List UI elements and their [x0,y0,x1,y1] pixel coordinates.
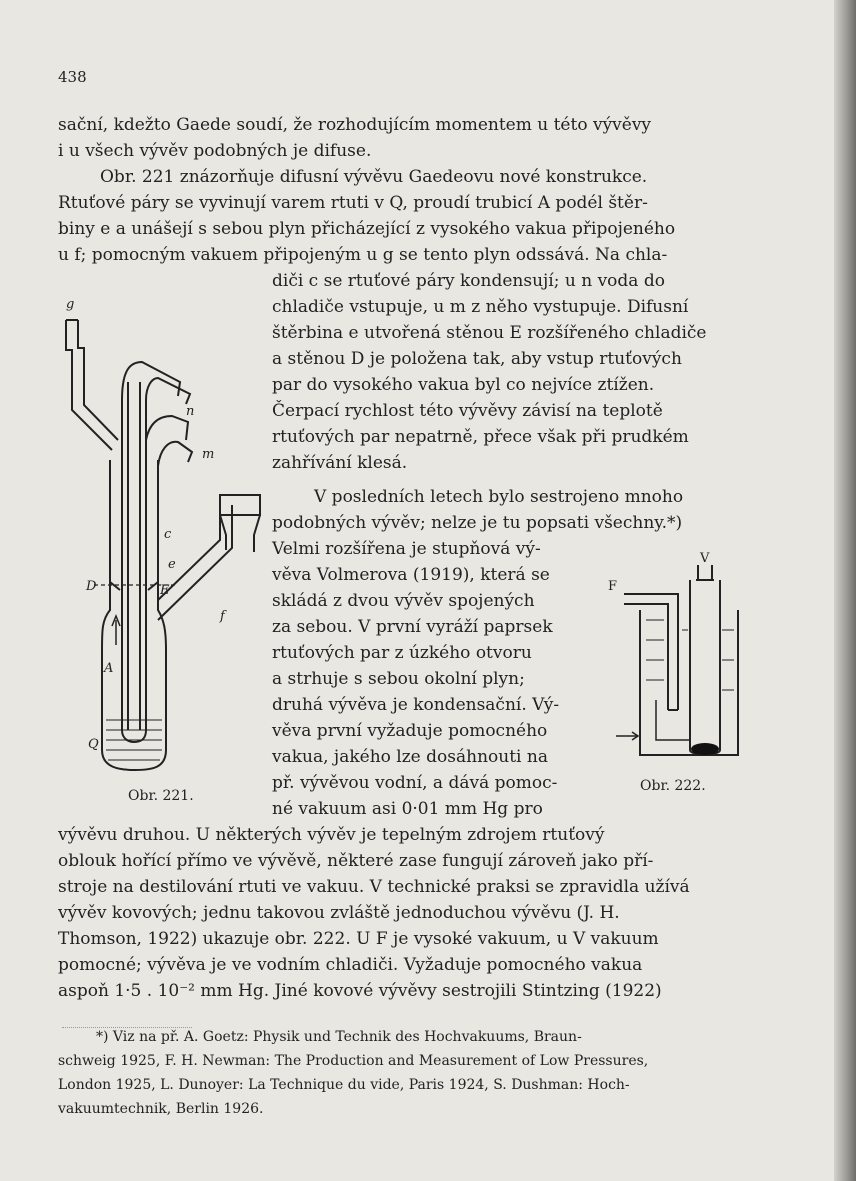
figure-222-caption: Obr. 222. [640,778,706,794]
text-line: diči c se rtuťové páry kondensují; u n voda do [272,271,665,291]
text-line: věva první vyžaduje pomocného [272,721,548,741]
text-line: a stěnou D je položena tak, aby vstup rtuťových [272,349,682,369]
text-line: i u všech vývěv podobných je difuse. [58,141,372,161]
text-line: rtuťových par nepatrně, přece však při prudkém [272,427,689,447]
text-line: vývěv kovových; jednu takovou zvláště jednoduchou vývěvu (J. H. [58,903,620,923]
text-line: zahřívání klesá. [272,453,408,473]
fig221-label-n: n [186,404,195,419]
text-line: a strhuje s sebou okolní plyn; [272,669,525,689]
text-line: aspoň 1·5 . 10⁻² mm Hg. Jiné kovové vývěvy sestrojili Stintzing (1922) [58,981,662,1001]
footnote-line: vakuumtechnik, Berlin 1926. [58,1101,264,1117]
text-line: né vakuum asi 0·01 mm Hg pro [272,799,543,819]
fig221-label-f: f [220,609,225,624]
figure-221-diagram [60,290,270,780]
text-line: biny e a unášejí s sebou plyn přicházející z vysokého vakua připojeného [58,219,676,239]
fig221-label-m: m [202,447,215,462]
page-edge-shadow [834,0,856,1181]
fig221-label-g: g [66,297,75,312]
text-line: skládá z dvou vývěv spojených [272,591,535,611]
text-line: pomocné; vývěva je ve vodním chladiči. Vyžaduje pomocného vakua [58,955,643,975]
text-line: podobných vývěv; nelze je tu popsati všechny.*) [272,513,683,533]
fig221-label-c: c [164,527,172,542]
text-line: př. vývěvou vodní, a dává pomoc- [272,773,558,793]
text-line: štěrbina e utvořená stěnou E rozšířeného chladiče [272,323,707,343]
footnote-line: schweig 1925, F. H. Newman: The Production and Measurement of Low Pressures, [58,1053,649,1069]
figure-221-caption: Obr. 221. [128,788,194,804]
text-line: chladiče vstupuje, u m z něho vystupuje. Difusní [272,297,689,317]
footnote-line: *) Viz na př. A. Goetz: Physik und Technik des Hochvakuums, Braun- [96,1029,582,1045]
text-line: Čerpací rychlost této vývěvy závisí na teplotě [272,401,663,421]
text-line: druhá vývěva je kondensační. Vý- [272,695,560,715]
fig221-label-Q: Q [88,737,99,752]
text-line: V posledních letech bylo sestrojeno mnoho [314,487,684,507]
fig221-label-D: D [86,579,97,594]
fig222-label-F: F [608,579,618,594]
text-line: věva Volmerova (1919), která se [272,565,550,585]
footnote-line: London 1925, L. Dunoyer: La Technique du vide, Paris 1924, S. Dushman: Hoch- [58,1077,630,1093]
text-line: sační, kdežto Gaede soudí, že rozhodujícím momentem u této vývěvy [58,115,652,135]
fig222-label-V: V [700,551,710,566]
text-line: za sebou. V první vyráží paprsek [272,617,553,637]
text-line: Rtuťové páry se vyvinují varem rtuti v Q, proudí trubicí A podél štěr- [58,193,648,213]
text-line: Obr. 221 znázorňuje difusní vývěvu Gaedeovu nové konstrukce. [100,167,648,187]
text-line: oblouk hořící přímo ve vývěvě, některé zase fungují zároveň jako pří- [58,851,654,871]
fig221-label-E: E [160,583,170,598]
fig221-label-e: e [168,557,176,572]
text-line: vakua, jakého lze dosáhnouti na [272,747,548,767]
text-line: rtuťových par z úzkého otvoru [272,643,532,663]
text-line: Velmi rozšířena je stupňová vý- [272,539,541,559]
text-line: par do vysokého vakua byl co nejvíce ztížen. [272,375,655,395]
text-line: stroje na destilování rtuti ve vakuu. V technické praksi se zpravidla užívá [58,877,690,897]
fig221-label-A: A [104,661,114,676]
text-line: vývěvu druhou. U některých vývěv je tepelným zdrojem rtuťový [58,825,605,845]
figure-222-diagram [594,550,754,770]
text-line: Thomson, 1922) ukazuje obr. 222. U F je vysoké vakuum, u V vakuum [58,929,659,949]
page-number: 438 [58,68,87,86]
text-line: u f; pomocným vakuem připojeným u g se tento plyn odssává. Na chla- [58,245,668,265]
